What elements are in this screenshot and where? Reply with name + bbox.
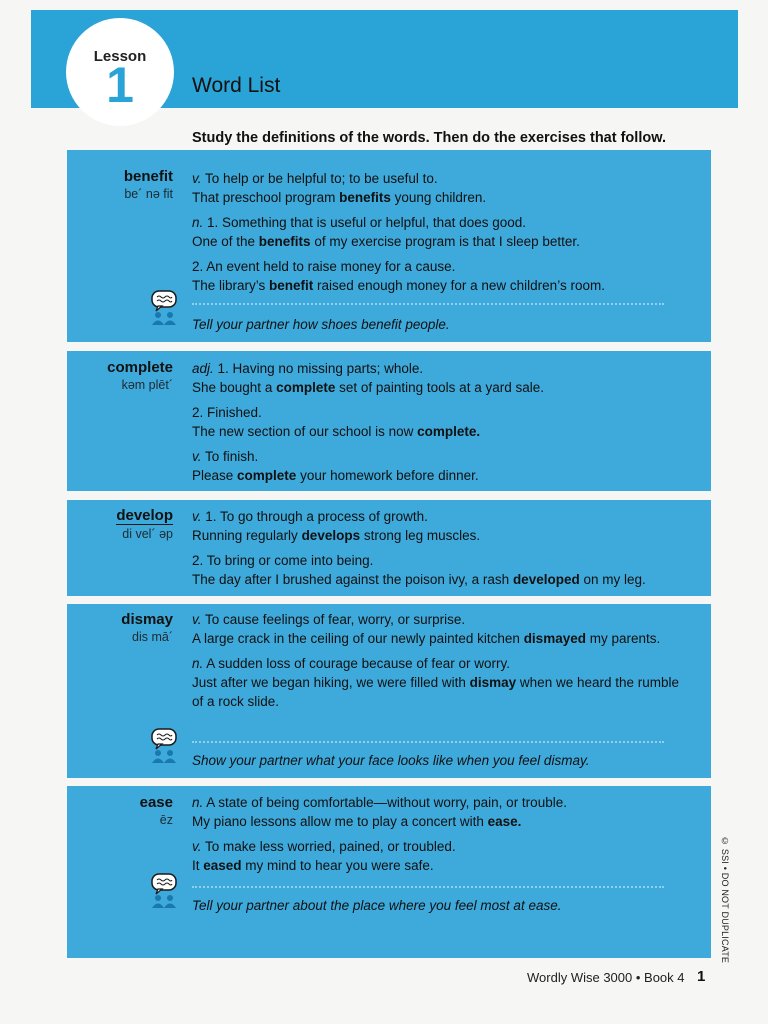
example-sentence: Please complete your homework before dinner.: [192, 468, 479, 483]
entry-pronunciation: ēz: [159, 813, 173, 827]
definition: To help or be helpful to; to be useful to.: [205, 171, 438, 186]
definition: 1. To go through a process of growth.: [205, 509, 428, 524]
lesson-label: Lesson: [93, 48, 147, 65]
sense: [192, 447, 692, 485]
entry-word: complete: [107, 359, 173, 376]
page-title: Word List: [192, 74, 281, 97]
example-sentence: The day after I brushed against the poison ivy, a rash developed on my leg.: [192, 572, 646, 587]
part-of-speech: v.: [192, 449, 202, 464]
dotted-divider: [192, 741, 664, 743]
definition: 1. Having no missing parts; whole.: [217, 361, 424, 376]
partner-talk-icon: [149, 728, 179, 764]
instructions: Study the definitions of the words. Then do the exercises that follow.: [192, 130, 666, 146]
definition: To cause feelings of fear, worry, or surprise.: [205, 612, 466, 627]
example-sentence: One of the benefits of my exercise program is that I sleep better.: [192, 234, 580, 249]
partner-talk-icon: [149, 873, 179, 909]
example-sentence: The library’s benefit raised enough money for a new children’s room.: [192, 278, 605, 293]
entry-benefit: [67, 150, 711, 342]
sense: [192, 169, 692, 207]
sense: [192, 551, 692, 589]
part-of-speech: n.: [192, 215, 204, 230]
sense: [192, 793, 692, 831]
sense: [192, 403, 692, 441]
definition: To make less worried, pained, or troubled.: [205, 839, 456, 854]
copyright-notice: © SSI • DO NOT DUPLICATE: [720, 836, 730, 964]
partner-talk-icon: [149, 290, 179, 326]
part-of-speech: v.: [192, 839, 202, 854]
definition: A state of being comfortable—without worry, pain, or trouble.: [206, 795, 567, 810]
page-number: 1: [697, 968, 706, 985]
sense: [192, 359, 692, 397]
entry-word: dismay: [121, 611, 173, 628]
sense: [192, 257, 692, 295]
sense: [192, 837, 692, 875]
entry-pronunciation: be´ nə fit: [124, 187, 173, 201]
example-sentence: The new section of our school is now complete.: [192, 424, 481, 439]
entry-pronunciation: kəm plēt´: [121, 378, 173, 392]
part-of-speech: n.: [192, 656, 204, 671]
entry-word: ease: [139, 794, 173, 811]
example-sentence: My piano lessons allow me to play a concert with ease.: [192, 814, 522, 829]
sense: [192, 213, 692, 251]
entry-develop: [67, 500, 711, 596]
entry-word: benefit: [123, 168, 173, 185]
definition: 1. Something that is useful or helpful, that does good.: [207, 215, 526, 230]
entry-ease: [67, 786, 711, 958]
example-sentence: Running regularly develops strong leg muscles.: [192, 528, 481, 543]
entry-pronunciation: dis mā´: [132, 630, 173, 644]
sense: [192, 610, 682, 648]
definition: 2. Finished.: [192, 405, 262, 420]
dotted-divider: [192, 886, 664, 888]
example-sentence: A large crack in the ceiling of our newly painted kitchen dismayed my parents.: [192, 631, 661, 646]
definition: To finish.: [205, 449, 259, 464]
part-of-speech: adj.: [192, 361, 214, 376]
part-of-speech: v.: [192, 171, 202, 186]
definition: 2. To bring or come into being.: [192, 553, 374, 568]
entry-dismay: [67, 604, 711, 778]
part-of-speech: v.: [192, 612, 202, 627]
example-sentence: That preschool program benefits young children.: [192, 190, 487, 205]
example-sentence: She bought a complete set of painting tools at a yard sale.: [192, 380, 544, 395]
partner-prompt: Tell your partner about the place where you feel most at ease.: [192, 898, 562, 913]
footer-book-title: Wordly Wise 3000 • Book 4: [527, 970, 685, 985]
entry-complete: [67, 351, 711, 491]
example-sentence: It eased my mind to hear you were safe.: [192, 858, 434, 873]
definition: 2. An event held to raise money for a cause.: [192, 259, 456, 274]
entry-pronunciation: di vel´ əp: [122, 527, 173, 541]
entry-word: develop: [116, 507, 173, 524]
partner-prompt: Tell your partner how shoes benefit people.: [192, 317, 450, 332]
lesson-badge: [66, 18, 174, 126]
definition: A sudden loss of courage because of fear or worry.: [206, 656, 510, 671]
sense: [192, 654, 682, 711]
example-sentence: Just after we began hiking, we were filled with dismay when we heard the rumble of a rock slide.: [192, 675, 680, 709]
lesson-number: 1: [106, 57, 134, 113]
part-of-speech: n.: [192, 795, 204, 810]
partner-prompt: Show your partner what your face looks like when you feel dismay.: [192, 753, 590, 768]
sense: [192, 507, 692, 545]
dotted-divider: [192, 303, 664, 305]
part-of-speech: v.: [192, 509, 202, 524]
